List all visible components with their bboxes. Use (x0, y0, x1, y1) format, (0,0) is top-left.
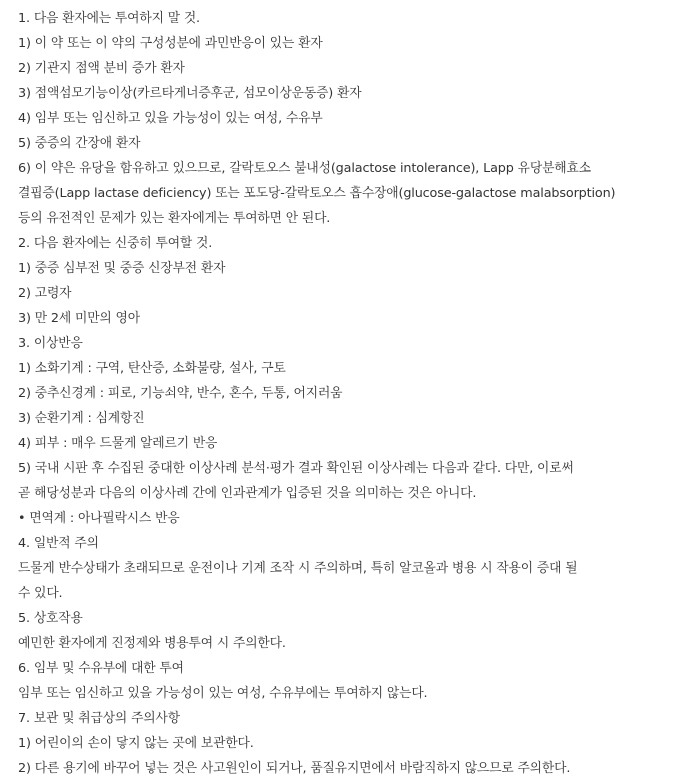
text-line: 3) 순환기계 : 심계항진 (18, 411, 145, 426)
text-line: 등의 유전적인 문제가 있는 환자에게는 투여하면 안 된다. (18, 211, 331, 226)
text-line: 3) 점액섬모기능이상(카르타게너증후군, 섬모이상운동증) 환자 (18, 86, 362, 101)
text-line: 5) 중증의 간장애 환자 (18, 136, 141, 151)
text-line: 3) 만 2세 미만의 영아 (18, 311, 140, 326)
text-line: 2) 고령자 (18, 286, 72, 301)
text-line: 2) 중추신경계 : 피로, 기능쇠약, 반수, 혼수, 두통, 어지러움 (18, 386, 343, 401)
text-line: 곧 해당성분과 다음의 이상사례 간에 인과관계가 입증된 것을 의미하는 것은 아니다. (18, 486, 477, 501)
text-line: 예민한 환자에게 진정제와 병용투여 시 주의한다. (18, 636, 286, 651)
section-heading-storage: 7. 보관 및 취급상의 주의사항 (18, 711, 180, 726)
text-line: 4) 피부 : 매우 드물게 알레르기 반응 (18, 436, 218, 451)
text-line: 1) 중증 심부전 및 중증 신장부전 환자 (18, 261, 226, 276)
text-line: 드물게 반수상태가 초래되므로 운전이나 기계 조작 시 주의하며, 특히 알코올과 병용 시 작용이 증대 될 (18, 561, 578, 576)
section-heading-caution: 2. 다음 환자에는 신중히 투여할 것. (18, 236, 213, 251)
text-line: 2) 다른 용기에 바꾸어 넣는 것은 사고원인이 되거나, 품질유지면에서 바람직하지 않으므로 주의한다. (18, 761, 571, 776)
section-heading-general-precautions: 4. 일반적 주의 (18, 536, 99, 551)
text-line: 1) 소화기계 : 구역, 탄산증, 소화불량, 설사, 구토 (18, 361, 286, 376)
text-line: 4) 임부 또는 임신하고 있을 가능성이 있는 여성, 수유부 (18, 111, 323, 126)
section-heading-pregnancy: 6. 임부 및 수유부에 대한 투여 (18, 661, 184, 676)
drug-precautions-text (18, 6, 674, 781)
text-line: 임부 또는 임신하고 있을 가능성이 있는 여성, 수유부에는 투여하지 않는다. (18, 686, 428, 701)
section-heading-adverse-reactions: 3. 이상반응 (18, 336, 83, 351)
text-line: 2) 기관지 점액 분비 증가 환자 (18, 61, 185, 76)
text-line: 수 있다. (18, 586, 63, 601)
bullet-item: • 면역계 : 아나필락시스 반응 (18, 511, 180, 526)
text-line: 결핍증(Lapp lactase deficiency) 또는 포도당-갈락토오스 흡수장애(glucose-galactose malabsorption) (18, 186, 616, 201)
text-line: 5) 국내 시판 후 수집된 중대한 이상사례 분석·평가 결과 확인된 이상사례는 다음과 같다. 다만, 이로써 (18, 461, 574, 476)
text-line: 1) 이 약 또는 이 약의 구성성분에 과민반응이 있는 환자 (18, 36, 323, 51)
section-heading-interactions: 5. 상호작용 (18, 611, 83, 626)
text-line: 1) 어린이의 손이 닿지 않는 곳에 보관한다. (18, 736, 254, 751)
text-line: 6) 이 약은 유당을 함유하고 있으므로, 갈락토오스 불내성(galactose intolerance), Lapp 유당분해효소 (18, 161, 591, 176)
section-heading-contraindications: 1. 다음 환자에는 투여하지 말 것. (18, 11, 200, 26)
